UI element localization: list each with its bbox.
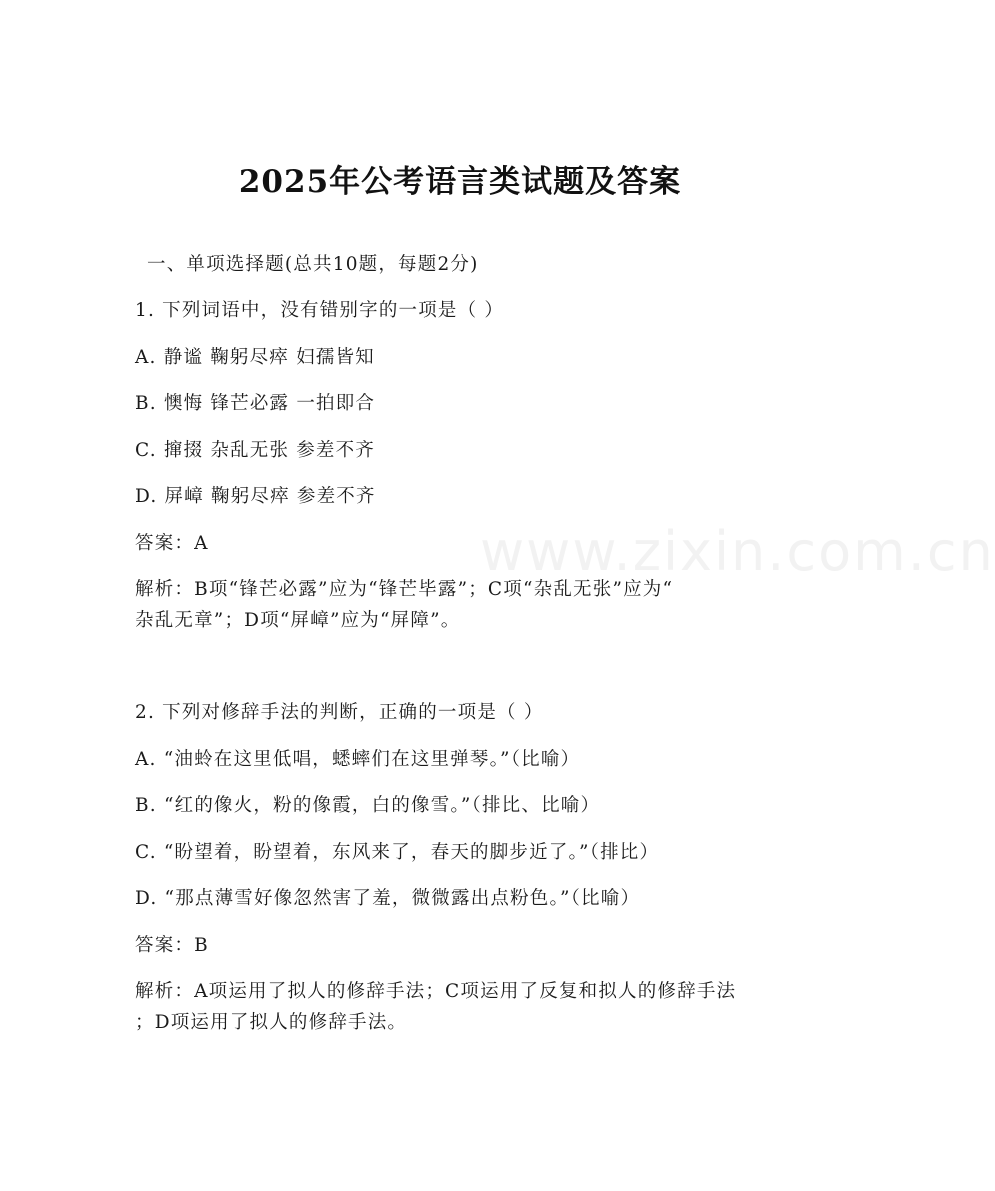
- question-1-explanation-line-2: 杂乱无章”；D项“屏嶂”应为“屏障”。: [135, 610, 461, 631]
- question-2-option-d: D. “那点薄雪好像忽然害了羞，微微露出点粉色。”（比喻）: [135, 888, 641, 909]
- question-1-explanation-line-1: 解析：B项“锋芒必露”应为“锋芒毕露”；C项“杂乱无张”应为“: [135, 579, 674, 600]
- question-2-answer: 答案：B: [135, 935, 209, 956]
- question-1-answer: 答案：A: [135, 533, 209, 554]
- question-1-option-b: B. 懊悔 锋芒必露 一拍即合: [135, 393, 376, 414]
- question-1-option-d: D. 屏嶂 鞠躬尽瘁 参差不齐: [135, 486, 376, 507]
- question-1-option-c: C. 撺掇 杂乱无张 参差不齐: [135, 440, 376, 461]
- question-2-stem: 2. 下列对修辞手法的判断，正确的一项是（ ）: [135, 702, 544, 723]
- section-heading: 一、单项选择题(总共10题，每题2分): [147, 254, 479, 275]
- question-2-explanation-line-1: 解析：A项运用了拟人的修辞手法；C项运用了反复和拟人的修辞手法: [135, 981, 737, 1002]
- question-1-stem: 1. 下列词语中，没有错别字的一项是（ ）: [135, 300, 505, 321]
- watermark: www.zixin.com.cn: [480, 520, 995, 583]
- question-1-option-a: A. 静谧 鞠躬尽瘁 妇孺皆知: [135, 347, 375, 368]
- question-2-option-b: B. “红的像火，粉的像霞，白的像雪。”（排比、比喻）: [135, 795, 601, 816]
- question-2-explanation-line-2: ；D项运用了拟人的修辞手法。: [135, 1012, 408, 1033]
- question-2-option-c: C. “盼望着，盼望着，东风来了，春天的脚步近了。”（排比）: [135, 842, 660, 863]
- question-2-option-a: A. “油蛉在这里低唱，蟋蟀们在这里弹琴。”（比喻）: [135, 749, 581, 770]
- document-title: 2025年公考语言类试题及答案: [238, 164, 682, 200]
